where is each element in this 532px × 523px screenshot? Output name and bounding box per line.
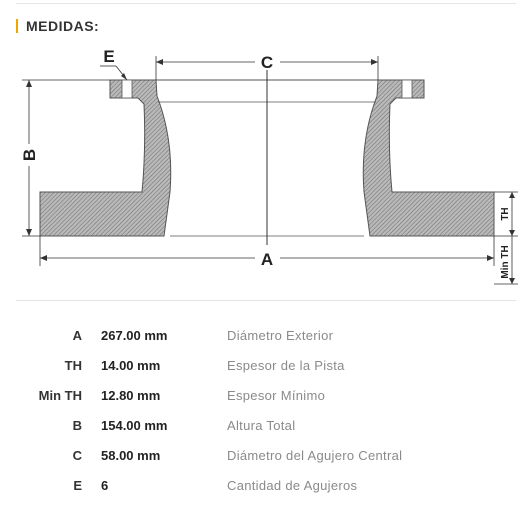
spec-value: 6 [101, 478, 109, 493]
spec-code: E [73, 478, 82, 493]
spec-description: Diámetro Exterior [227, 328, 334, 343]
heading-title: MEDIDAS: [26, 18, 100, 34]
spec-value: 12.80 mm [101, 388, 161, 403]
spec-description: Diámetro del Agujero Central [227, 448, 403, 463]
spec-value: 154.00 mm [101, 418, 168, 433]
label-TH: TH [500, 207, 511, 221]
spec-description: Cantidad de Agujeros [227, 478, 358, 493]
spec-row [0, 326, 532, 346]
disc-profile-right [363, 80, 494, 236]
disc-profile-left [40, 80, 171, 236]
bolt-hole-left [122, 80, 132, 98]
spec-description: Altura Total [227, 418, 296, 433]
spec-row [0, 416, 532, 436]
bolt-hole-right [402, 80, 412, 98]
spec-row [0, 386, 532, 406]
label-MinTH: Min TH [500, 245, 511, 279]
spec-row [0, 356, 532, 376]
spec-value: 14.00 mm [101, 358, 161, 373]
spec-row [0, 476, 532, 496]
label-B: B [20, 148, 39, 162]
top-divider [16, 3, 516, 4]
heading-accent-bar [16, 19, 18, 33]
label-A: A [260, 250, 274, 269]
spec-code: Min TH [38, 388, 82, 403]
spec-code: C [72, 448, 82, 463]
spec-description: Espesor Mínimo [227, 388, 326, 403]
brake-disc-diagram [0, 40, 532, 290]
spec-value: 58.00 mm [101, 448, 161, 463]
spec-code: B [72, 418, 82, 433]
label-C: C [260, 53, 274, 72]
section-divider [16, 300, 516, 301]
spec-row [0, 446, 532, 466]
spec-code: TH [64, 358, 82, 373]
label-E: E [103, 47, 115, 66]
spec-code: A [72, 328, 82, 343]
spec-description: Espesor de la Pista [227, 358, 345, 373]
section-heading [16, 17, 99, 35]
spec-value: 267.00 mm [101, 328, 168, 343]
